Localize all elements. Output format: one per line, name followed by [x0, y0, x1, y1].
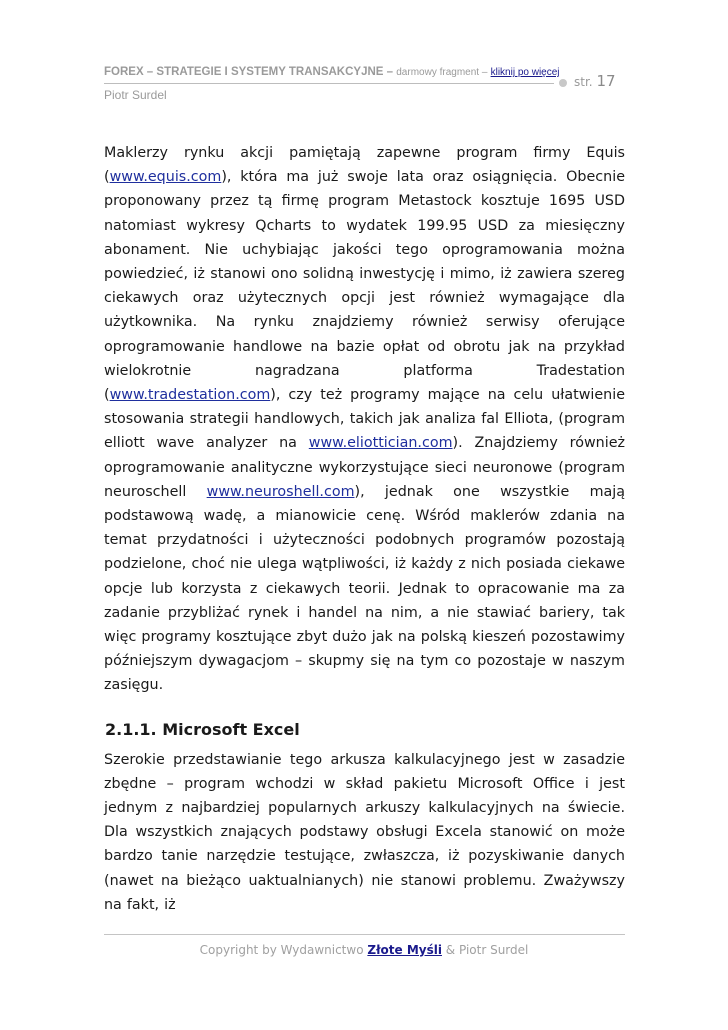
footer-ampersand: & — [445, 943, 456, 957]
header-more-link[interactable]: kliknij po więcej — [490, 67, 560, 78]
link-equis[interactable]: www.equis.com — [109, 169, 222, 186]
page-number — [574, 72, 616, 90]
header-title: FOREX – STRATEGIE I SYSTEMY TRANSAKCYJNE – — [104, 66, 394, 78]
link-tradestation[interactable]: www.tradestation.com — [109, 387, 271, 404]
paragraph-text: ), jednak one wszystkie mają podstawową wadę, a mianowicie cenę. Wśród maklerów zdania na temat przydatności i użyteczności podobnych programów pozostają podzielone, choć nie ulega wątpliwości, iż każdy z nich posiada ciekawe opcje lub korzysta z ciekawych teorii. Jednak to opracowanie ma za zadanie przybliżać rynek i handel na nim, a nie stawiać bariery, tak więc programy kosztujące zbyt dużo jak na polską kieszeń pozostawimy późniejszym dywagacjom – skupmy się na tym co pozostaje w naszym zasięgu. — [104, 483, 625, 694]
document-body — [104, 141, 625, 917]
header-title-line — [104, 66, 626, 78]
link-neuroshell[interactable]: www.neuroshell.com — [206, 483, 355, 500]
page-number-value: 17 — [596, 72, 616, 90]
header-divider — [104, 83, 554, 84]
paragraph-excel: Szerokie przedstawianie tego arkusza kalkulacyjnego jest w zasadzie zbędne – program wchodzi w skład pakietu Microsoft Office i jest jednym z najbardziej popularnych arkuszy kalkulacyjnych na świecie. Dla wszystkich znających podstawy obsługi Excela stanowić on może bardzo tanie narzędzie testujące, zwłaszcza, iż pozyskiwanie danych (nawet na bieżąco uaktualnianych) nie stanowi problemu. Zważywszy na fakt, iż — [104, 751, 625, 913]
page-label: str. — [574, 75, 593, 89]
header-free-fragment: darmowy fragment – — [396, 67, 488, 78]
footer-author: Piotr Surdel — [458, 943, 529, 957]
link-eliottician[interactable]: www.eliottician.com — [308, 435, 453, 452]
footer-publisher-link[interactable]: Złote Myśli — [367, 943, 442, 957]
paragraph-brokers — [104, 141, 625, 698]
page-header — [104, 66, 626, 102]
page-footer — [0, 943, 728, 957]
footer-divider — [104, 934, 625, 935]
paragraph-text: Maklerzy rynku akcji pamiętają zapewne program firmy Equis ( — [104, 145, 625, 186]
footer-copyright: Copyright by Wydawnictwo — [199, 943, 364, 957]
header-author: Piotr Surdel — [104, 88, 167, 102]
paragraph-text: ), czy też programy mające na celu ułatwienie stosowania strategii handlowych, takich jak analiza fal Elliota, (program elliott wave analyzer na — [104, 387, 625, 452]
section-heading: 2.1.1. Microsoft Excel — [105, 719, 300, 739]
paragraph-text: ), która ma już swoje lata oraz osiągnięcia. Obecnie proponowany przez tą firmę program Metastock kosztuje 1695 USD natomiast wykresy Qcharts to wydatek 199.95 USD za miesięczny abonament. Nie uchybiając jakości tego oprogramowania można powiedzieć, iż stanowi ono solidną inwestycję i mimo, iż zawiera szereg ciekawych oraz użytecznych opcji jest również wymagające dla użytkownika. Na rynku znajdziemy również serwisy oferujące oprogramowanie handlowe na bazie opłat od obrotu jak na przykład wielokrotnie nagradzana platforma Tradestation ( — [104, 169, 625, 404]
paragraph-text: ). Znajdziemy również oprogramowanie analityczne wykorzystujące sieci neuronowe (program neuroschell — [104, 435, 625, 500]
header-bullet-icon — [559, 79, 567, 87]
